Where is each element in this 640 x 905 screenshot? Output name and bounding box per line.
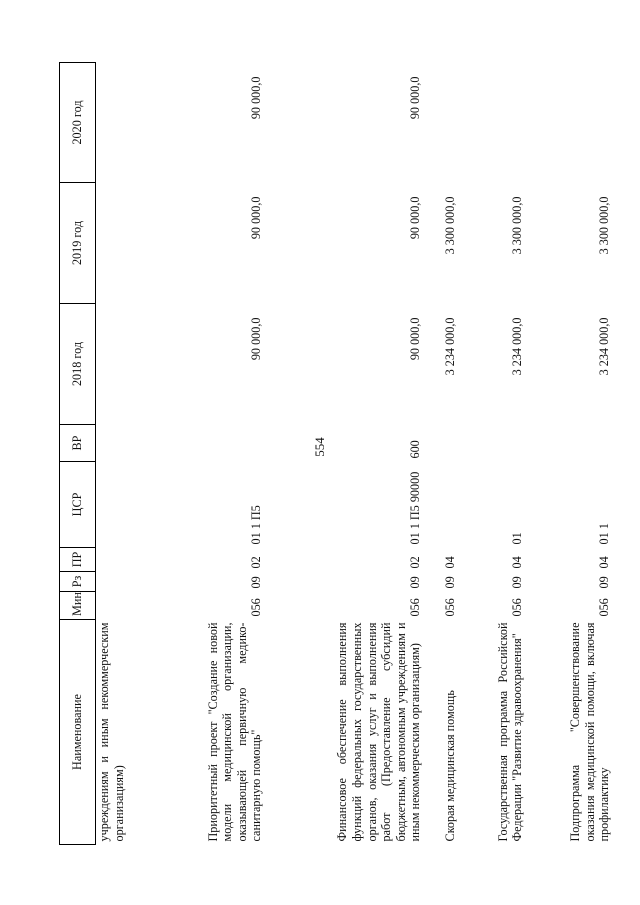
header-pr: ПР <box>60 548 96 572</box>
cell-2020 <box>528 63 615 183</box>
cell-csr: 01 1 <box>597 523 612 545</box>
cell-min <box>96 592 169 620</box>
header-2020: 2020 год <box>60 63 96 183</box>
cell-2018: 90 000,0 <box>249 317 264 361</box>
cell-pr: 02 <box>249 556 264 569</box>
cell-2019: 90 000,0 <box>408 196 423 240</box>
cell-csr: 01 1 П5 <box>249 505 264 545</box>
cell-csr: 01 1 П5 90000 <box>408 471 423 545</box>
cell-2020: 90 000,0 <box>249 76 264 120</box>
cell-name: Подпрограмма "Совершенствование оказания медицинской помощи, включая профилактику <box>568 622 612 842</box>
page-number-text: 554 <box>312 437 327 457</box>
budget-table <box>59 62 615 845</box>
cell-pr: 02 <box>408 556 423 569</box>
cell-csr <box>426 462 461 548</box>
cell-2018: 90 000,0 <box>408 317 423 361</box>
cell-2020: 90 000,0 <box>408 76 423 120</box>
table-row <box>96 63 169 845</box>
cell-2020 <box>461 63 528 183</box>
cell-2018: 3 234 000,0 <box>443 317 458 376</box>
cell-rz: 09 <box>510 576 525 589</box>
table-row <box>426 63 461 845</box>
cell-vr <box>426 425 461 462</box>
table-row <box>528 63 615 845</box>
header-vr: ВР <box>60 425 96 462</box>
cell-pr: 04 <box>597 556 612 569</box>
cell-2018 <box>96 304 169 425</box>
cell-rz: 09 <box>597 576 612 589</box>
header-2019: 2019 год <box>60 183 96 304</box>
cell-2019: 3 300 000,0 <box>510 196 525 255</box>
cell-pr: 04 <box>510 556 525 569</box>
cell-min: 056 <box>249 598 264 617</box>
cell-pr: 04 <box>443 556 458 569</box>
table-row <box>461 63 528 845</box>
cell-vr <box>528 425 615 462</box>
header-csr: ЦСР <box>60 462 96 548</box>
cell-2019: 3 300 000,0 <box>597 196 612 255</box>
cell-2019: 90 000,0 <box>249 196 264 240</box>
table-body <box>96 63 616 845</box>
header-name: Наименование <box>60 620 96 845</box>
cell-name: Приоритетный проект "Создание новой модели медицинской организации, оказывающей первичную медико-санитарную помощь" <box>205 622 264 842</box>
cell-vr <box>461 425 528 462</box>
cell-rz: 09 <box>249 576 264 589</box>
header-2018: 2018 год <box>60 304 96 425</box>
rotated-page <box>59 63 612 845</box>
header-min: Мин <box>60 592 96 620</box>
cell-min: 056 <box>510 598 525 617</box>
cell-2020 <box>96 63 169 183</box>
cell-pr <box>96 548 169 572</box>
cell-name: Финансовое обеспечение выполнения функций федеральных государственных органов, оказания услуг и выполнения работ (Предоставление субсидий бюджетным, автономным учреждениям и иным некоммерческим организациям) <box>335 622 423 842</box>
header-rz: Рз <box>60 572 96 592</box>
cell-name: Государственная программа Российской Федерации "Развитие здравоохранения" <box>495 622 525 842</box>
cell-2019: 3 300 000,0 <box>443 196 458 255</box>
cell-2018: 3 234 000,0 <box>597 317 612 376</box>
table-header <box>60 63 96 845</box>
cell-min: 056 <box>443 598 458 617</box>
cell-rz: 09 <box>408 576 423 589</box>
cell-csr <box>96 462 169 548</box>
cell-rz <box>96 572 169 592</box>
cell-name: Скорая медицинская помощь <box>443 690 458 842</box>
cell-name: учреждениям и иным некоммерческим организациям) <box>97 622 126 842</box>
cell-vr <box>168 425 267 462</box>
cell-vr <box>96 425 169 462</box>
cell-2020 <box>426 63 461 183</box>
cell-2018: 3 234 000,0 <box>510 317 525 376</box>
cell-vr: 600 <box>408 440 423 459</box>
cell-min: 056 <box>408 598 423 617</box>
cell-rz: 09 <box>443 576 458 589</box>
cell-csr: 01 <box>510 532 525 545</box>
cell-2019 <box>96 183 169 304</box>
table-row <box>168 63 267 845</box>
cell-min: 056 <box>597 598 612 617</box>
table-row <box>267 63 426 845</box>
